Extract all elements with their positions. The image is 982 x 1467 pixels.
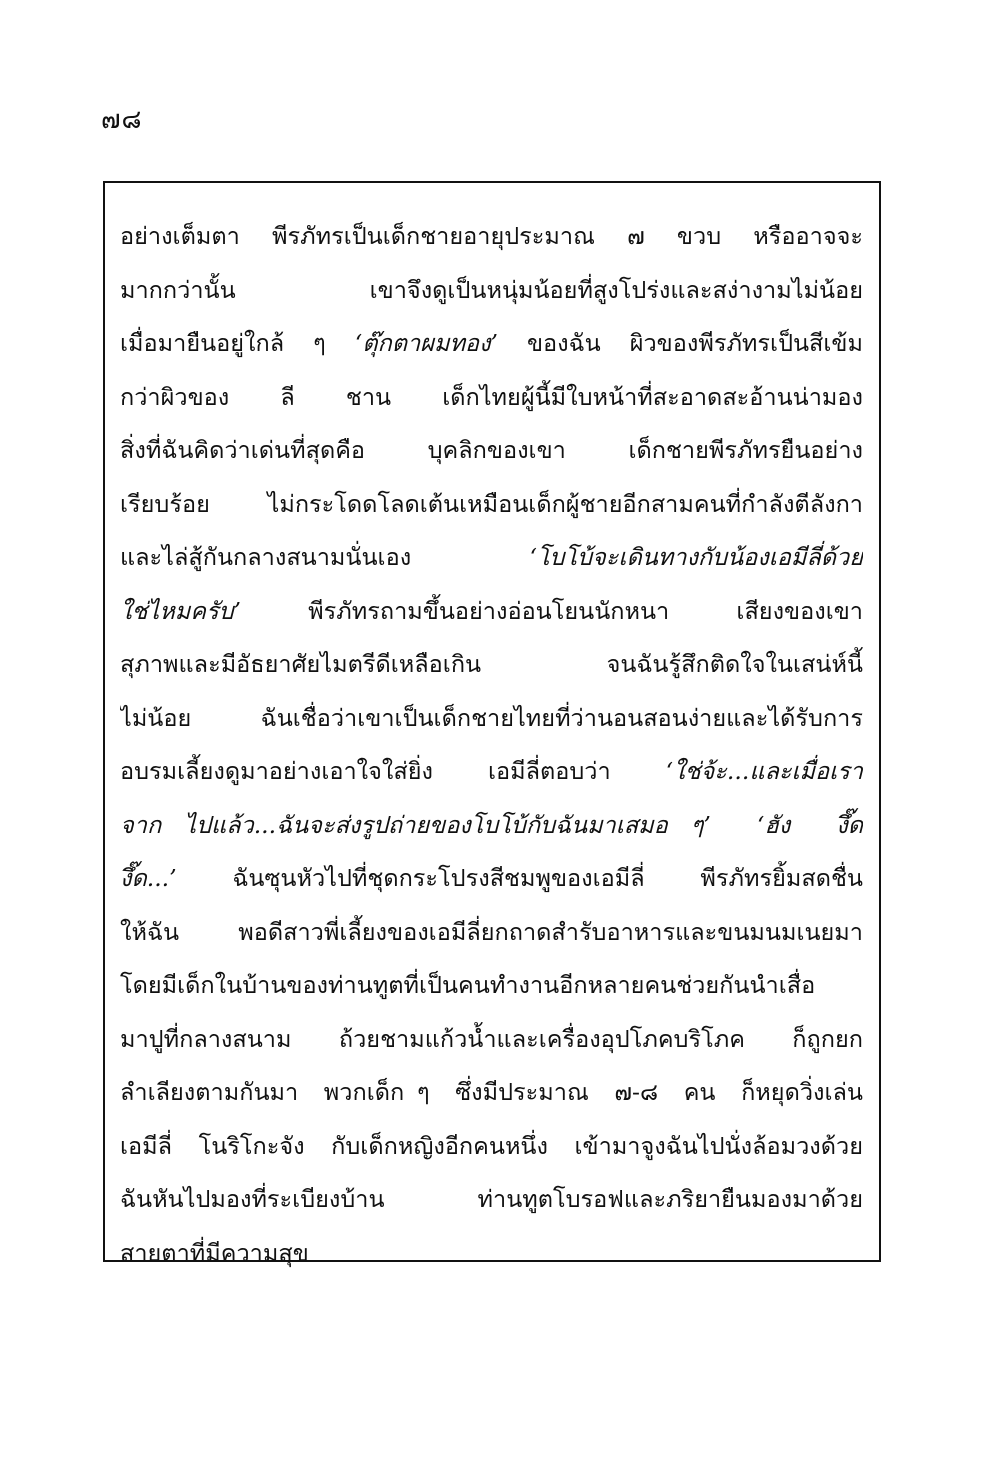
text-line [120, 478, 863, 532]
italic-quote-segment: ‘ใช่จ้ะ...และเมื่อเรา [665, 757, 863, 785]
text-segment: โดยมีเด็กในบ้านของท่านทูตที่เป็นคนทำงานอีกหลายคนช่วยกันนำเสื่อ [120, 971, 816, 999]
text-line [120, 1066, 863, 1120]
text-segment: และไล่สู้กันกลางสนามนั่นเอง [120, 543, 530, 571]
text-line [120, 638, 863, 692]
text-segment: กว่าผิวของ ลี ชาน เด็กไทยผู้นี้มีใบหน้าที่สะอาดสะอ้านน่ามอง [120, 382, 863, 411]
text-line [120, 1173, 863, 1227]
text-frame [103, 181, 881, 1267]
italic-quote-segment: งึ๊ด...’ [120, 864, 177, 892]
text-segment: สิ่งที่ฉันคิดว่าเด่นที่สุดคือ บุคลิกของเขา เด็กชายพีรภัทรยืนอย่าง [120, 436, 863, 464]
text-segment: อย่างเต็มตา พีรภัทรเป็นเด็กชายอายุประมาณ ๗ ขวบ หรืออาจจะ [120, 222, 863, 250]
text-segment: ให้ฉัน พอดีสาวพี่เลี้ยงของเอมีลี่ยกถาดสำรับอาหารและขนมนมเนยมา [120, 917, 863, 946]
page-number: ๗๘ [101, 105, 143, 135]
text-segment: สุภาพและมีอัธยาศัยไมตรีดีเหลือเกิน จนฉันรู้สึกติดใจในเสน่ห์นี้ [120, 650, 863, 678]
text-line [120, 371, 863, 425]
text-segment: สายตาที่มีความสุข [120, 1238, 309, 1267]
text-segment: พีรภัทรถามขึ้นอย่างอ่อนโยนนักหนา เสียงของเขา [240, 596, 863, 625]
text-segment: ของฉัน ผิวของพีรภัทรเป็นสีเข้ม [498, 329, 863, 357]
text-line [120, 799, 863, 853]
text-line [120, 210, 863, 264]
text-line [120, 692, 863, 746]
text-body [120, 210, 863, 1280]
italic-quote-segment: ‘ตุ๊กตาผมทอง’ [354, 329, 498, 357]
text-segment: เรียบร้อย ไม่กระโดดโลดเต้นเหมือนเด็กผู้ชายอีกสามคนที่กำลังตีลังกา [120, 489, 863, 518]
text-line [120, 1120, 863, 1174]
text-line [120, 959, 863, 1013]
text-line [120, 1227, 863, 1281]
text-segment: เอมีลี่ โนริโกะจัง กับเด็กหญิงอีกคนหนึ่ง เข้ามาจูงฉันไปนั่งล้อมวงด้วย [120, 1131, 863, 1160]
text-segment: ลำเลียงตามกันมา พวกเด็ก ๆ ซึ่งมีประมาณ ๗-๘ คน ก็หยุดวิ่งเล่น [120, 1078, 863, 1106]
text-line [120, 745, 863, 799]
text-segment: ฉันหันไปมองที่ระเบียงบ้าน ท่านทูตโบรอฟและภริยายืนมองมาด้วย [120, 1185, 863, 1213]
text-line [120, 1013, 863, 1067]
text-line [120, 317, 863, 371]
text-segment: ไม่น้อย ฉันเชื่อว่าเขาเป็นเด็กชายไทยที่ว่านอนสอนง่ายและได้รับการ [120, 703, 863, 732]
text-line [120, 264, 863, 318]
text-line [120, 531, 863, 585]
italic-quote-segment: ใช่ไหมครับ’ [120, 596, 241, 625]
text-segment: เมื่อมายืนอยู่ใกล้ ๆ [120, 329, 355, 357]
italic-quote-segment: ‘โบโบ้จะเดินทางกับน้องเอมีลี่ด้วย [529, 543, 863, 571]
text-line [120, 585, 863, 639]
text-segment: อบรมเลี้ยงดูมาอย่างเอาใจใส่ยิ่ง เอมีลี่ตอบว่า [120, 757, 666, 785]
text-segment: มากกว่านั้น เขาจึงดูเป็นหนุ่มน้อยที่สูงโปร่งและสง่างามไม่น้อย [120, 275, 863, 304]
text-line [120, 852, 863, 906]
text-segment: ฉันซุนหัวไปที่ชุดกระโปรงสีชมพูของเอมีลี่ พีรภัทรยิ้มสดชื่น [176, 864, 863, 892]
text-segment: มาปูที่กลางสนาม ถ้วยชามแก้วน้ำและเครื่องอุปโภคบริโภค ก็ถูกยก [120, 1024, 863, 1053]
text-line [120, 424, 863, 478]
text-line [120, 906, 863, 960]
italic-quote-segment: จาก ไปแล้ว...ฉันจะส่งรูปถ่ายของโบโบ้กับฉันมาเสมอ ๆ’ ‘ฮัง งึ๊ด [120, 810, 863, 839]
